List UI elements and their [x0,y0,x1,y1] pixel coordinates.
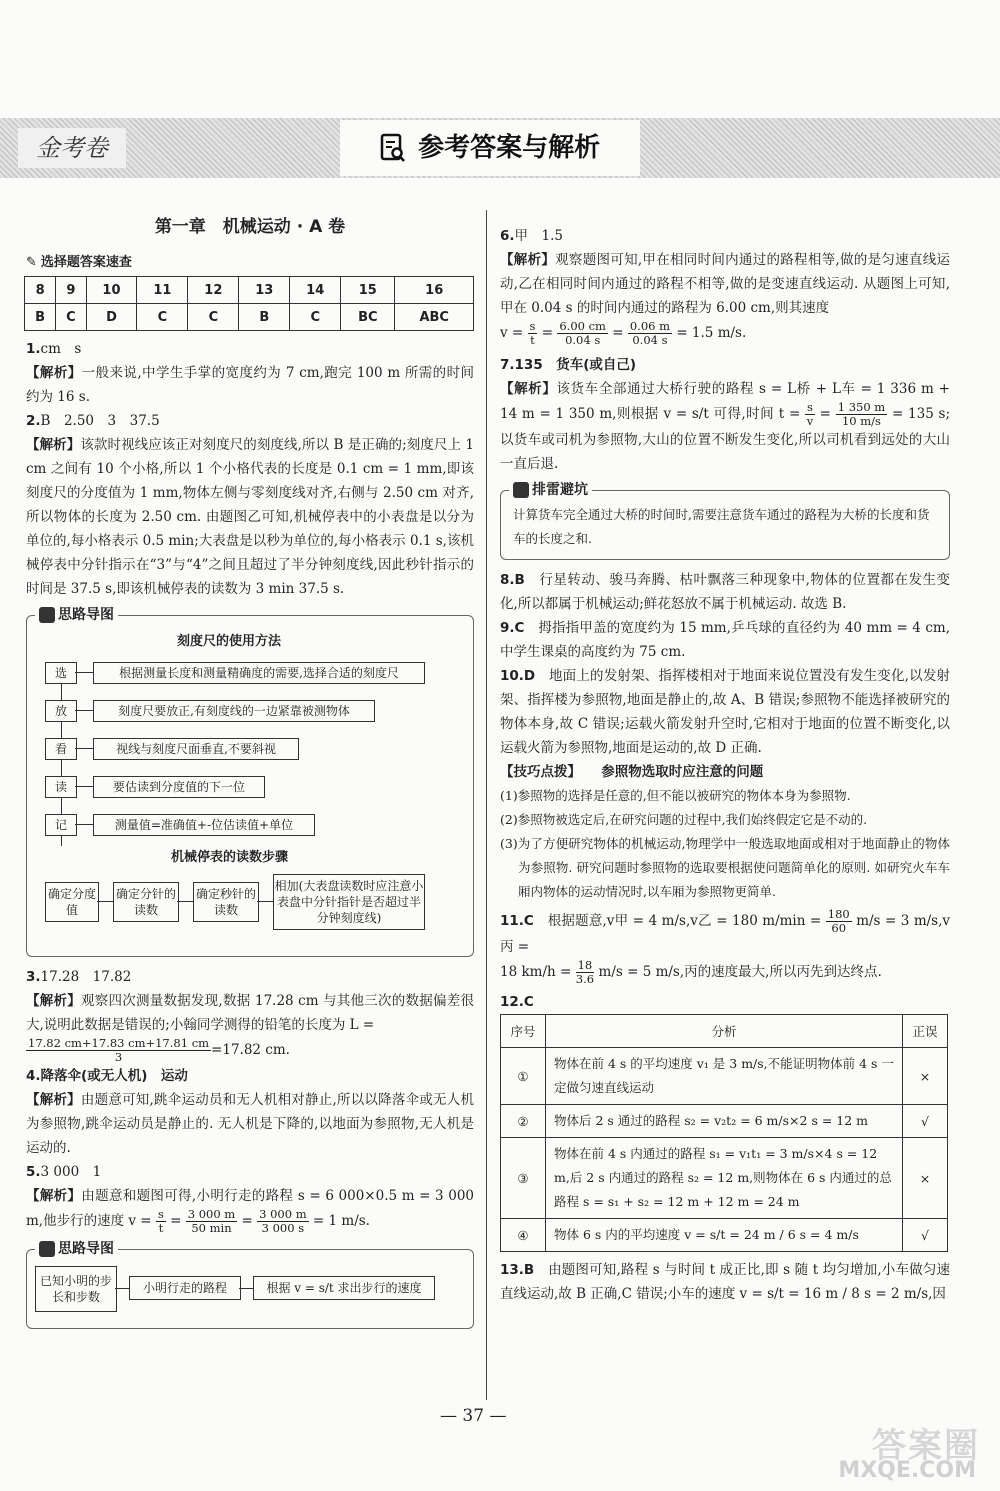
answer-value: C [137,304,188,331]
mindmap-1-label: 思路导图 [35,604,118,624]
table-row: ④ 物体 6 s 内的平均速度 v = s/t = 24 m / 6 s = 4 m/s √ [501,1219,948,1252]
tip-2: (2)参照物被选定后,在研究问题的过程中,我们始终假定它是不动的. [500,812,868,827]
step-text-place: 刻度尺要放正,有刻度线的一边紧靠被测物体 [93,700,375,722]
question-6-formula: v = $\frac{s}{t}$ = $\frac{6.00 cm}{0.04 s}$ = $\frac{0.06 m}{0.04 s}$ = 1.5 m/s. [500,319,747,347]
table-row: ③ 物体在前 4 s 内通过的路程 s₁ = v₁t₁ = 3 m/s×4 s = 12 m,后 2 s 内通过的路程 s₂ = 12 m,则物体在 6 s 内通过的总路程 s = s₁ + s₂ = 12 m + 12 m = 24 m × [501,1138,948,1219]
question-3-answer: 3.17.28 17.82 [26,969,132,985]
step-text-look: 视线与刻度尺面垂直,不要斜视 [93,738,299,760]
mindmap-2-item-3: 根据 v = s/t 求出步行的速度 [253,1276,435,1300]
question-6-answer: 6.甲 1.5 [500,228,564,244]
question-11-explanation-2: 18 km/h = $\frac{18}{3.6}$ m/s = 5 m/s,丙的速度最大,所以丙先到达终点. [500,958,882,986]
answer-number: 16 [395,277,474,304]
answer-value: ABC [395,304,474,331]
step-text-read: 要估读到分度值的下一位 [93,776,265,798]
answer-number: 12 [188,277,239,304]
analysis-table [500,1014,948,1252]
analysis-header-index: 序号 [501,1015,546,1048]
tip-1: (1)参照物的选择是任意的,但不能以被研究的物体本身为参照物. [500,788,851,803]
left-column [26,200,474,1337]
flow-step-4: 相加(大表盘读数时应注意小表盘中分针指针是否超过半分钟刻度线) [273,874,425,930]
question-11-explanation: 11.C 根据题意,v甲 = 4 m/s,v乙 = 180 m/min = $\frac{180}{60}$ m/s = 3 m/s,v丙 = [500,907,951,955]
caution-label: 排雷避坑 [509,479,592,499]
answer-value: C [188,304,239,331]
mindmap-1 [26,607,474,957]
right-column [500,224,950,1306]
mindmap-2-item-1: 已知小明的步长和步数 [35,1266,117,1312]
answer-value: C [290,304,341,331]
table-row: ① 物体在前 4 s 的平均速度 v₁ 是 3 m/s,不能证明物体前 4 s 一定做匀速直线运动 × [501,1048,948,1105]
choice-section-label: ✎ 选择题答案速查 [26,255,132,270]
answer-value: B [239,304,290,331]
chapter-title: 第一章 机械运动 · A 卷 [154,217,346,237]
step-key-read: 读 [45,776,77,798]
question-3-formula: $\frac{17.82 cm+17.83 cm+17.81 cm}{3}$ =17.82 cm. [28,1036,290,1064]
answer-number: 15 [341,277,395,304]
pencil-icon: ✎ [26,255,37,270]
question-7-explanation: 【解析】该货车全部通过大桥行驶的路程 s = L桥 + L车 = 1 336 m + 14 m = 1 350 m,则根据 v = s/t 可得,时间 t = $\frac{s}{v}$ = $\frac{1 350 m}{10 m/s}$ = 135 s;以货车或司机为参照物,大山的位置不断发生变化,所以司机看到远处的大山一直后退. [500,381,951,472]
brain-icon [39,607,55,623]
question-10-explanation: 10.D 地面上的发射架、指挥楼相对于地面来说位置没有发生变化,以发射架、指挥楼为参照物,地面是静止的,故 A、B 错误;参照物不能选择被研究的物体本身,故 C 错误;运载火箭发射升空时,它相对于地面的位置不断变化,以运载火箭为参照物,地面是运动的,故 D 正确. [500,668,950,756]
brand-logo: 金考卷 [18,128,126,168]
question-3-explanation: 【解析】观察四次测量数据发现,数据 17.28 cm 与其他三次的数据偏差很大,说明此数据是错误的;小翰同学测得的铅笔的长度为 L = [26,993,474,1033]
answer-table-answers [25,304,474,331]
question-6-explanation: 【解析】观察题图可知,甲在相同时间内通过的路程相等,做的是匀速直线运动,乙在相同时间内通过的路程不相等,做的是变速直线运动. 从题图上可知,甲在 0.04 s 的时间内通过的路程为 6.00 cm,则其速度 [500,252,950,316]
hand-icon [513,482,529,498]
caution-box [500,482,950,560]
watermark-logo: 答案圈 [872,1426,980,1466]
answer-value: C [56,304,86,331]
page-number: — 37 — [440,1406,507,1426]
question-4-answer: 4.降落伞(或无人机) 运动 [26,1068,188,1084]
question-8-explanation: 8.B 行星转动、骏马奔腾、枯叶飘落三种现象中,物体的位置都在发生变化,所以都属于机械运动;鲜花怒放不属于机械运动. 故选 B. [500,572,951,612]
stopwatch-steps-title: 机械停表的读数步骤 [171,850,289,865]
answer-table-numbers [25,277,474,304]
ruler-method-title: 刻度尺的使用方法 [177,634,282,649]
step-text-record: 测量值=准确值+-位估读值+单位 [93,814,315,836]
step-text-select: 根据测量长度和测量精确度的需要,选择合适的刻度尺 [93,662,425,684]
answer-number: 9 [56,277,86,304]
step-key-select: 选 [45,662,77,684]
mindmap-2-label: 思路导图 [35,1238,118,1258]
answer-number: 14 [290,277,341,304]
column-divider [486,210,487,1400]
question-12-answer: 12.C [500,994,534,1010]
question-2-explanation: 【解析】该款时视线应该正对刻度尺的刻度线,所以 B 是正确的;刻度尺上 1 cm 之间有 10 个小格,所以 1 个小格代表的长度是 0.1 cm = 1 mm,即该刻度尺的分度值为 1 mm,物体左侧与零刻度线对齐,右侧与 2.50 cm 对齐,所以物体的长度为 2.50 cm. 由题图乙可知,机械停表中的小表盘是以分为单位的,每小格表示 0.5 min;大表盘是以秒为单位的,每小格表示 0.1 s,该机械停表中分针指示在“3”与“4”之间且超过了半分钟刻度线,因此秒针指示的时间是 37.5 s,即该机械停表的读数为 3 min 37.5 s. [26,437,475,597]
caution-text: 计算货车完全通过大桥的时间时,需要注意货车通过的路程为大桥的长度和货车的长度之和. [513,507,930,546]
tips-heading: 【技巧点拨】 参照物选取时应注意的问题 [500,764,764,780]
answer-value: BC [341,304,395,331]
question-1-explanation: 【解析】一般来说,中学生手掌的宽度约为 7 cm,跑完 100 m 所需的时间约为 16 s. [26,365,474,405]
question-5-explanation: 【解析】由题意和题图可得,小明行走的路程 s = 6 000×0.5 m = 3 000 m,他步行的速度 v = $\frac{s}{t}$ = $\frac{3 000 m}{50 \min}$ = $\frac{3 000 m}{3 000 s}$ = 1 m/s. [26,1188,475,1235]
analysis-header-result: 正误 [903,1015,948,1048]
answer-number: 11 [137,277,188,304]
question-4-explanation: 【解析】由题意可知,跳伞运动员和无人机相对静止,所以以降落伞或无人机为参照物,跳伞运动员是静止的. 无人机是下降的,以地面为参照物,无人机是运动的. [26,1092,474,1156]
header-title-block [340,120,640,176]
flow-step-1: 确定分度值 [45,882,99,922]
question-2-answer: 2.B 2.50 3 37.5 [26,413,160,429]
analysis-header-analysis: 分析 [546,1015,903,1048]
mindmap-2 [26,1241,474,1329]
page-title: 参考答案与解析 [418,133,601,163]
flow-step-3: 确定秒针的读数 [193,882,259,922]
question-5-answer: 5.3 000 1 [26,1164,102,1180]
step-key-record: 记 [45,814,77,836]
step-key-look: 看 [45,738,77,760]
question-9-explanation: 9.C 拇指指甲盖的宽度约为 15 mm,乒乓球的直径约为 40 mm = 4 cm,中学生课桌的高度约为 75 cm. [500,620,950,660]
step-key-place: 放 [45,700,77,722]
answer-number: 8 [25,277,56,304]
answer-value: B [25,304,56,331]
answer-table [24,276,474,331]
answer-value: D [86,304,137,331]
document-search-icon [380,133,406,163]
answer-number: 13 [239,277,290,304]
question-1-answer: 1.cm s [26,341,82,357]
mindmap-2-item-2: 小明行走的路程 [129,1276,241,1300]
flow-step-2: 确定分针的读数 [113,882,179,922]
header-banner [0,118,1000,178]
question-7-answer: 7.135 货车(或自己) [500,357,637,373]
watermark-url: MXQE.COM [838,1458,976,1483]
question-13-explanation: 13.B 由题图可知,路程 s 与时间 t 成正比,即 s 随 t 均匀增加,小车做匀速直线运动,故 B 正确,C 错误;小车的速度 v = s/t = 16 m / 8 s = 2 m/s,因 [500,1262,950,1302]
brain-icon [39,1241,55,1257]
table-row: ② 物体后 2 s 通过的路程 s₂ = v₂t₂ = 6 m/s×2 s = 12 m √ [501,1105,948,1138]
answer-number: 10 [86,277,137,304]
tip-3: (3)为了方便研究物体的机械运动,物理学中一般选取地面或相对于地面静止的物体为参照物. 研究问题时参照物的选取要根据使问题简单化的原则. 如研究火车车厢内物体的运动情况时,以车厢为参照物更简单. [500,836,950,899]
